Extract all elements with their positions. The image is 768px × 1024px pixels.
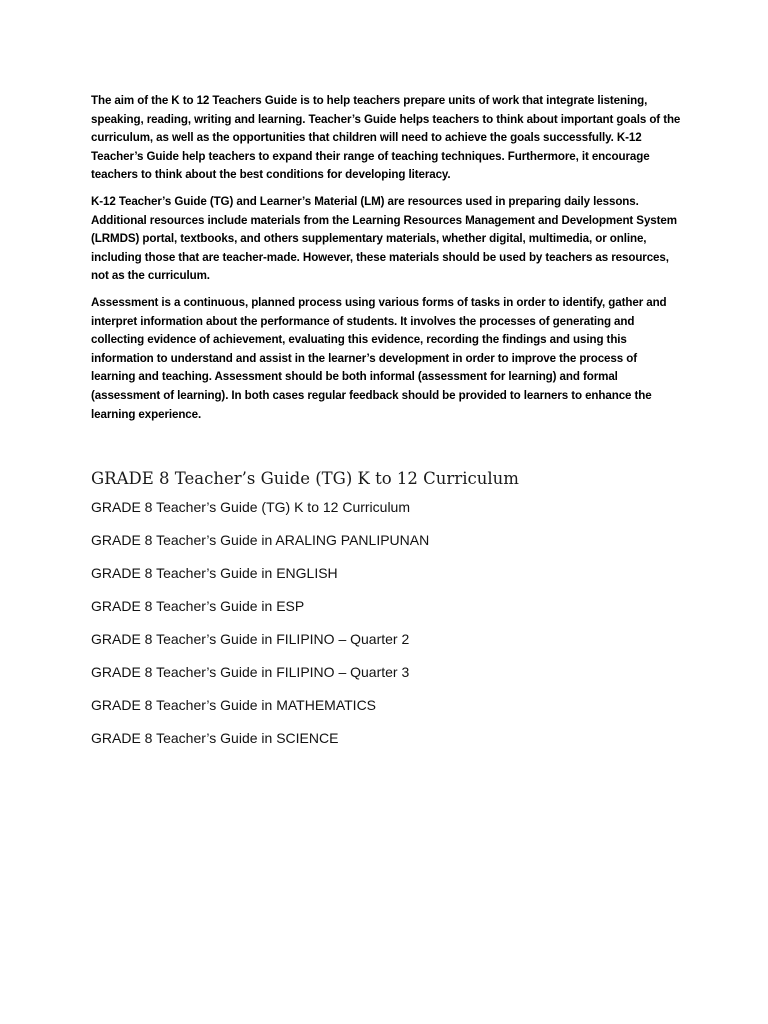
- list-item-mathematics[interactable]: GRADE 8 Teacher’s Guide in MATHEMATICS: [91, 697, 377, 714]
- paragraph-resources: K-12 Teacher’s Guide (TG) and Learner’s Material (LM) are resources used in preparing daily lessons. Additional resources include materials from the Learning Resources Management and Development System (LRMDS) portal, textbooks, and others supplementary materials, whether digital, multimedia, or online, including those that are teacher-made. However, these materials should be used by teachers as resources, not as the curriculum.: [91, 194, 677, 283]
- list-item-filipino-q2[interactable]: GRADE 8 Teacher’s Guide in FILIPINO – Quarter 2: [91, 631, 410, 648]
- section-heading: GRADE 8 Teacher’s Guide (TG) K to 12 Curriculum: [91, 469, 519, 489]
- paragraph-assessment: Assessment is a continuous, planned process using various forms of tasks in order to identify, gather and interpret information about the performance of students. It involves the processes of generating and collecting evidence of achievement, evaluating this evidence, recording the findings and using this information to understand and assist in the learner’s development in order to improve the process of learning and teaching. Assessment should be both informal (assessment for learning) and formal (assessment of learning). In both cases regular feedback should be provided to learners to enhance the learning experience.: [91, 295, 667, 421]
- paragraph-aim: The aim of the K to 12 Teachers Guide is to help teachers prepare units of work that integrate listening, speaking, reading, writing and learning. Teacher’s Guide helps teachers to think about important goals of the curriculum, as well as the opportunities that children will need to achieve the goals successfully. K-12 Teacher’s Guide help teachers to expand their range of teaching techniques. Furthermore, it encourage teachers to think about the best conditions for developing literacy.: [91, 94, 681, 182]
- list-item-filipino-q3[interactable]: GRADE 8 Teacher’s Guide in FILIPINO – Quarter 3: [91, 664, 410, 681]
- list-item-esp[interactable]: GRADE 8 Teacher’s Guide in ESP: [91, 598, 305, 615]
- list-item-science[interactable]: GRADE 8 Teacher’s Guide in SCIENCE: [91, 730, 339, 747]
- list-item-english[interactable]: GRADE 8 Teacher’s Guide in ENGLISH: [91, 565, 338, 582]
- list-item-araling-panlipunan[interactable]: GRADE 8 Teacher’s Guide in ARALING PANLIPUNAN: [91, 532, 430, 549]
- list-item-tg-curriculum[interactable]: GRADE 8 Teacher’s Guide (TG) K to 12 Curriculum: [91, 499, 411, 516]
- teachers-guide-list: [91, 498, 682, 747]
